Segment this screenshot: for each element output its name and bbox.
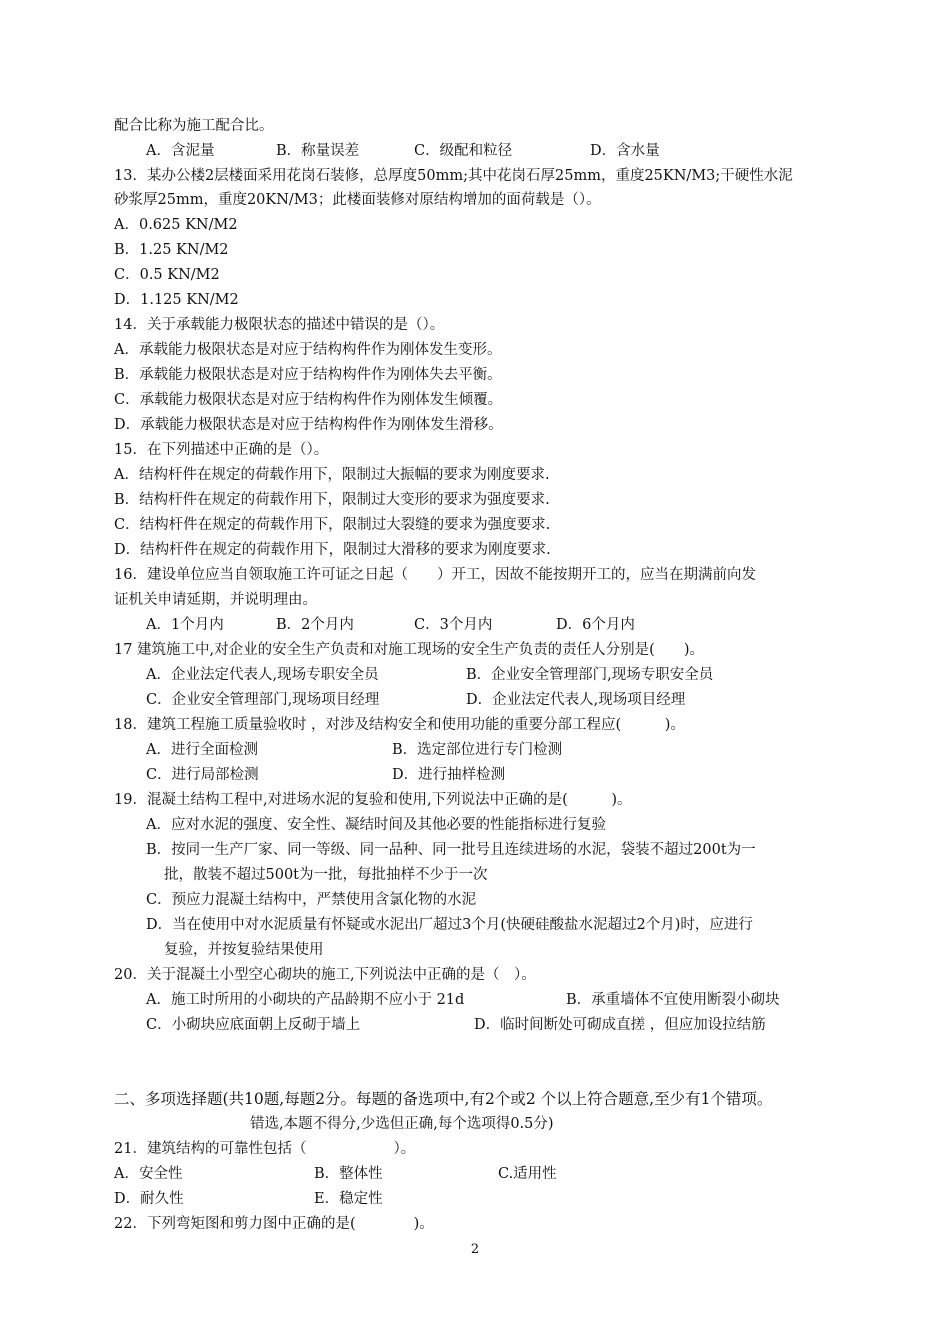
option-c: C．承载能力极限状态是对应于结构构件作为刚体发生倾覆。 (114, 392, 503, 408)
option-c: C.适用性 (498, 1166, 557, 1182)
option-b: B．整体性 (314, 1166, 383, 1182)
option-a: A．施工时所用的小砌块的产品龄期不应小于 21d (146, 992, 465, 1008)
question-20: 20．关于混凝土小型空心砌块的施工,下列说法中正确的是（ ）。 (114, 967, 536, 983)
question-18: 18．建筑工程施工质量验收时 ，对涉及结构安全和使用功能的重要分部工程应( )。 (114, 717, 685, 733)
option-b: B．1.25 KN/M2 (114, 242, 229, 258)
option-c: C．企业安全管理部门,现场项目经理 (146, 692, 380, 708)
question-17: 17 建筑施工中,对企业的安全生产负责和对施工现场的安全生产负责的责任人分别是( )。 (114, 642, 704, 658)
option-b: B．按同一生产厂家、同一等级、同一品种、同一批号且连续进场的水泥，袋装不超过200t为一 (146, 842, 756, 858)
option-d: D．临时间断处可砌成直搓 ，但应加设拉结筋 (474, 1017, 766, 1033)
option-b: B．承载能力极限状态是对应于结构构件作为刚体失去平衡。 (114, 367, 502, 383)
option-b: B．结构杆件在规定的荷载作用下，限制过大变形的要求为强度要求. (114, 492, 550, 508)
text-line: 批，散装不超过500t为一批，每批抽样不少于一次 (164, 867, 488, 883)
option-c: C．进行局部检测 (146, 767, 259, 783)
option-d: D．承载能力极限状态是对应于结构构件作为刚体发生滑移。 (114, 417, 503, 433)
option-e: E．稳定性 (314, 1191, 383, 1207)
option-a: A．0.625 KN/M2 (114, 217, 238, 233)
question-19: 19．混凝土结构工程中,对进场水泥的复验和使用,下列说法中正确的是( )。 (114, 792, 632, 808)
page-number: 2 (470, 1242, 480, 1257)
option-a: A．进行全面检测 (146, 742, 258, 758)
section-heading: 二、多项选择题(共10题,每题2分。每题的备选项中,有2个或2 个以上符合题意,至少有1个错项。 (114, 1090, 773, 1108)
text-line: 复验，并按复验结果使用 (164, 942, 324, 958)
option-a: A．应对水泥的强度、安全性、凝结时间及其他必要的性能指标进行复验 (146, 817, 606, 833)
question-22: 22．下列弯矩图和剪力图中正确的是( )。 (114, 1216, 434, 1232)
option-c: C．结构杆件在规定的荷载作用下，限制过大裂缝的要求为强度要求. (114, 517, 551, 533)
option-d: D．企业法定代表人,现场项目经理 (466, 692, 686, 708)
option-d: D．结构杆件在规定的荷载作用下，限制过大滑移的要求为刚度要求. (114, 542, 551, 558)
option-b: B．选定部位进行专门检测 (392, 742, 563, 758)
option-a: A．安全性 (114, 1166, 183, 1182)
question-16: 16．建设单位应当自领取施工许可证之日起（ ）开工，因故不能按期开工的，应当在期满前向发 (114, 567, 756, 583)
option-b: B．承重墙体不宜使用断裂小砌块 (566, 992, 780, 1008)
question-14: 14．关于承载能力极限状态的描述中错误的是（）。 (114, 317, 445, 333)
option-a: A．企业法定代表人,现场专职安全员 (146, 667, 379, 683)
text-line: 配合比称为施工配合比。 (114, 118, 274, 134)
option-c: C．级配和粒径 (414, 143, 513, 159)
option-a: A．结构杆件在规定的荷载作用下，限制过大振幅的要求为刚度要求. (114, 467, 550, 483)
option-c: C．预应力混凝土结构中，严禁使用含氯化物的水泥 (146, 892, 477, 908)
text-line: 砂浆厚25mm，重度20KN/M3；此楼面装修对原结构增加的面荷载是（）。 (114, 192, 601, 208)
option-d: D．当在使用中对水泥质量有怀疑或水泥出厂超过3个月(快硬硅酸盐水泥超过2个月)时，应进行 (146, 917, 753, 933)
question-13: 13．某办公楼2层楼面采用花岗石装修，总厚度50mm;其中花岗石厚25mm，重度25KN/M3;干硬性水泥 (114, 168, 793, 184)
text-line: 证机关申请延期，并说明理由。 (114, 592, 317, 608)
option-c: C．小砌块应底面朝上反砌于墙上 (146, 1017, 361, 1033)
option-c: C．0.5 KN/M2 (114, 267, 220, 283)
option-a: A．承载能力极限状态是对应于结构构件作为刚体发生变形。 (114, 342, 502, 358)
option-d: D．耐久性 (114, 1191, 184, 1207)
option-a: A．含泥量 (146, 143, 215, 159)
option-d: D．含水量 (590, 143, 660, 159)
option-b: B．2个月内 (276, 617, 354, 633)
option-a: A．1个月内 (146, 617, 224, 633)
option-c: C．3个月内 (414, 617, 493, 633)
section-instructions: 错选,本题不得分,少选但正确,每个选项得0.5分) (250, 1116, 554, 1132)
option-d: D．进行抽样检测 (392, 767, 506, 783)
question-21: 21．建筑结构的可靠性包括（ ）。 (114, 1141, 416, 1157)
option-b: B．企业安全管理部门,现场专职安全员 (466, 667, 714, 683)
option-d: D．6个月内 (556, 617, 635, 633)
option-d: D．1.125 KN/M2 (114, 292, 239, 308)
option-b: B．称量误差 (276, 143, 360, 159)
question-15: 15．在下列描述中正确的是（）。 (114, 442, 329, 458)
